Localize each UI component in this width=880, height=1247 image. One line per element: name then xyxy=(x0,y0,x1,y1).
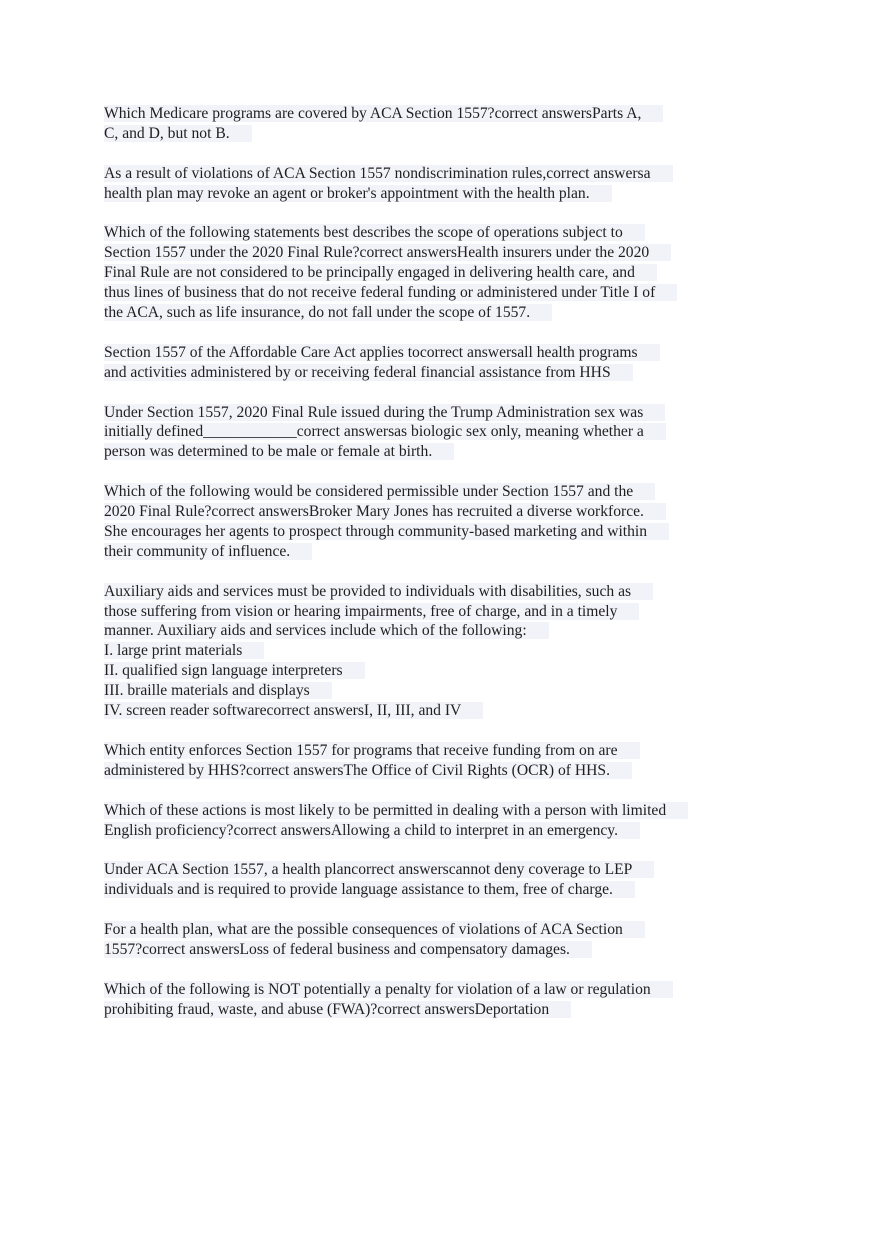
line-text: Section 1557 of the Affordable Care Act applies tocorrect answersall health programs xyxy=(104,344,660,361)
line-text: initially defined____________correct answersas biologic sex only, meaning whether a xyxy=(104,423,666,440)
line-text: Under Section 1557, 2020 Final Rule issued during the Trump Administration sex was xyxy=(104,404,665,421)
qa-paragraph xyxy=(104,920,784,960)
text-line xyxy=(104,1000,784,1020)
text-line xyxy=(104,741,784,761)
line-text: Which entity enforces Section 1557 for programs that receive funding from on are xyxy=(104,742,640,759)
line-text: prohibiting fraud, waste, and abuse (FWA)?correct answersDeportation xyxy=(104,1001,571,1018)
line-text: Which Medicare programs are covered by ACA Section 1557?correct answersParts A, xyxy=(104,105,663,122)
qa-paragraph xyxy=(104,801,784,841)
line-text: Auxiliary aids and services must be provided to individuals with disabilities, such as xyxy=(104,583,653,600)
line-text: the ACA, such as life insurance, do not fall under the scope of 1557. xyxy=(104,304,552,321)
text-line xyxy=(104,621,784,641)
document-body xyxy=(104,104,784,1039)
line-text: Final Rule are not considered to be principally engaged in delivering health care, and xyxy=(104,264,657,281)
qa-paragraph xyxy=(104,164,784,204)
qa-paragraph xyxy=(104,104,784,144)
text-line xyxy=(104,502,784,522)
line-text: As a result of violations of ACA Section 1557 nondiscrimination rules,correct answersa xyxy=(104,165,673,182)
text-line xyxy=(104,681,784,701)
line-text: Which of these actions is most likely to be permitted in dealing with a person with limited xyxy=(104,802,688,819)
line-text: 1557?correct answersLoss of federal business and compensatory damages. xyxy=(104,941,592,958)
text-line xyxy=(104,223,784,243)
line-text: IV. screen reader softwarecorrect answersI, II, III, and IV xyxy=(104,702,483,719)
line-text: III. braille materials and displays xyxy=(104,682,332,699)
text-line xyxy=(104,442,784,462)
text-line xyxy=(104,243,784,263)
qa-paragraph xyxy=(104,223,784,323)
qa-paragraph xyxy=(104,482,784,562)
line-text: those suffering from vision or hearing impairments, free of charge, and in a timely xyxy=(104,603,639,620)
text-line xyxy=(104,602,784,622)
text-line xyxy=(104,821,784,841)
line-text: thus lines of business that do not receive federal funding or administered under Title I of xyxy=(104,284,677,301)
text-line xyxy=(104,761,784,781)
text-line xyxy=(104,522,784,542)
text-line xyxy=(104,920,784,940)
qa-paragraph xyxy=(104,403,784,463)
text-line xyxy=(104,701,784,721)
line-text: their community of influence. xyxy=(104,543,312,560)
text-line xyxy=(104,860,784,880)
text-line xyxy=(104,661,784,681)
text-line xyxy=(104,641,784,661)
line-text: She encourages her agents to prospect through community-based marketing and within xyxy=(104,523,669,540)
line-text: Which of the following would be considered permissible under Section 1557 and the xyxy=(104,483,655,500)
line-text: I. large print materials xyxy=(104,642,264,659)
text-line xyxy=(104,403,784,423)
text-line xyxy=(104,124,784,144)
qa-paragraph xyxy=(104,741,784,781)
text-line xyxy=(104,164,784,184)
line-text: Section 1557 under the 2020 Final Rule?correct answersHealth insurers under the 2020 xyxy=(104,244,671,261)
text-line xyxy=(104,801,784,821)
line-text: Which of the following statements best describes the scope of operations subject to xyxy=(104,224,645,241)
line-text: For a health plan, what are the possible consequences of violations of ACA Section xyxy=(104,921,645,938)
line-text: person was determined to be male or female at birth. xyxy=(104,443,454,460)
line-text: Which of the following is NOT potentially a penalty for violation of a law or regulation xyxy=(104,981,673,998)
line-text: administered by HHS?correct answersThe Office of Civil Rights (OCR) of HHS. xyxy=(104,762,632,779)
text-line xyxy=(104,542,784,562)
qa-paragraph xyxy=(104,860,784,900)
text-line xyxy=(104,880,784,900)
line-text: individuals and is required to provide language assistance to them, free of charge. xyxy=(104,881,635,898)
text-line xyxy=(104,283,784,303)
text-line xyxy=(104,343,784,363)
qa-paragraph xyxy=(104,343,784,383)
text-line xyxy=(104,184,784,204)
line-text: C, and D, but not B. xyxy=(104,125,252,142)
text-line xyxy=(104,263,784,283)
qa-paragraph xyxy=(104,582,784,721)
line-text: health plan may revoke an agent or broker's appointment with the health plan. xyxy=(104,185,612,202)
line-text: and activities administered by or receiving federal financial assistance from HHS xyxy=(104,364,633,381)
qa-paragraph xyxy=(104,980,784,1020)
text-line xyxy=(104,940,784,960)
text-line xyxy=(104,303,784,323)
text-line xyxy=(104,104,784,124)
line-text: Under ACA Section 1557, a health plancorrect answerscannot deny coverage to LEP xyxy=(104,861,654,878)
line-text: manner. Auxiliary aids and services include which of the following: xyxy=(104,622,549,639)
line-text: English proficiency?correct answersAllowing a child to interpret in an emergency. xyxy=(104,822,640,839)
line-text: 2020 Final Rule?correct answersBroker Mary Jones has recruited a diverse workforce. xyxy=(104,503,666,520)
text-line xyxy=(104,582,784,602)
line-text: II. qualified sign language interpreters xyxy=(104,662,365,679)
text-line xyxy=(104,422,784,442)
text-line xyxy=(104,363,784,383)
text-line xyxy=(104,980,784,1000)
text-line xyxy=(104,482,784,502)
